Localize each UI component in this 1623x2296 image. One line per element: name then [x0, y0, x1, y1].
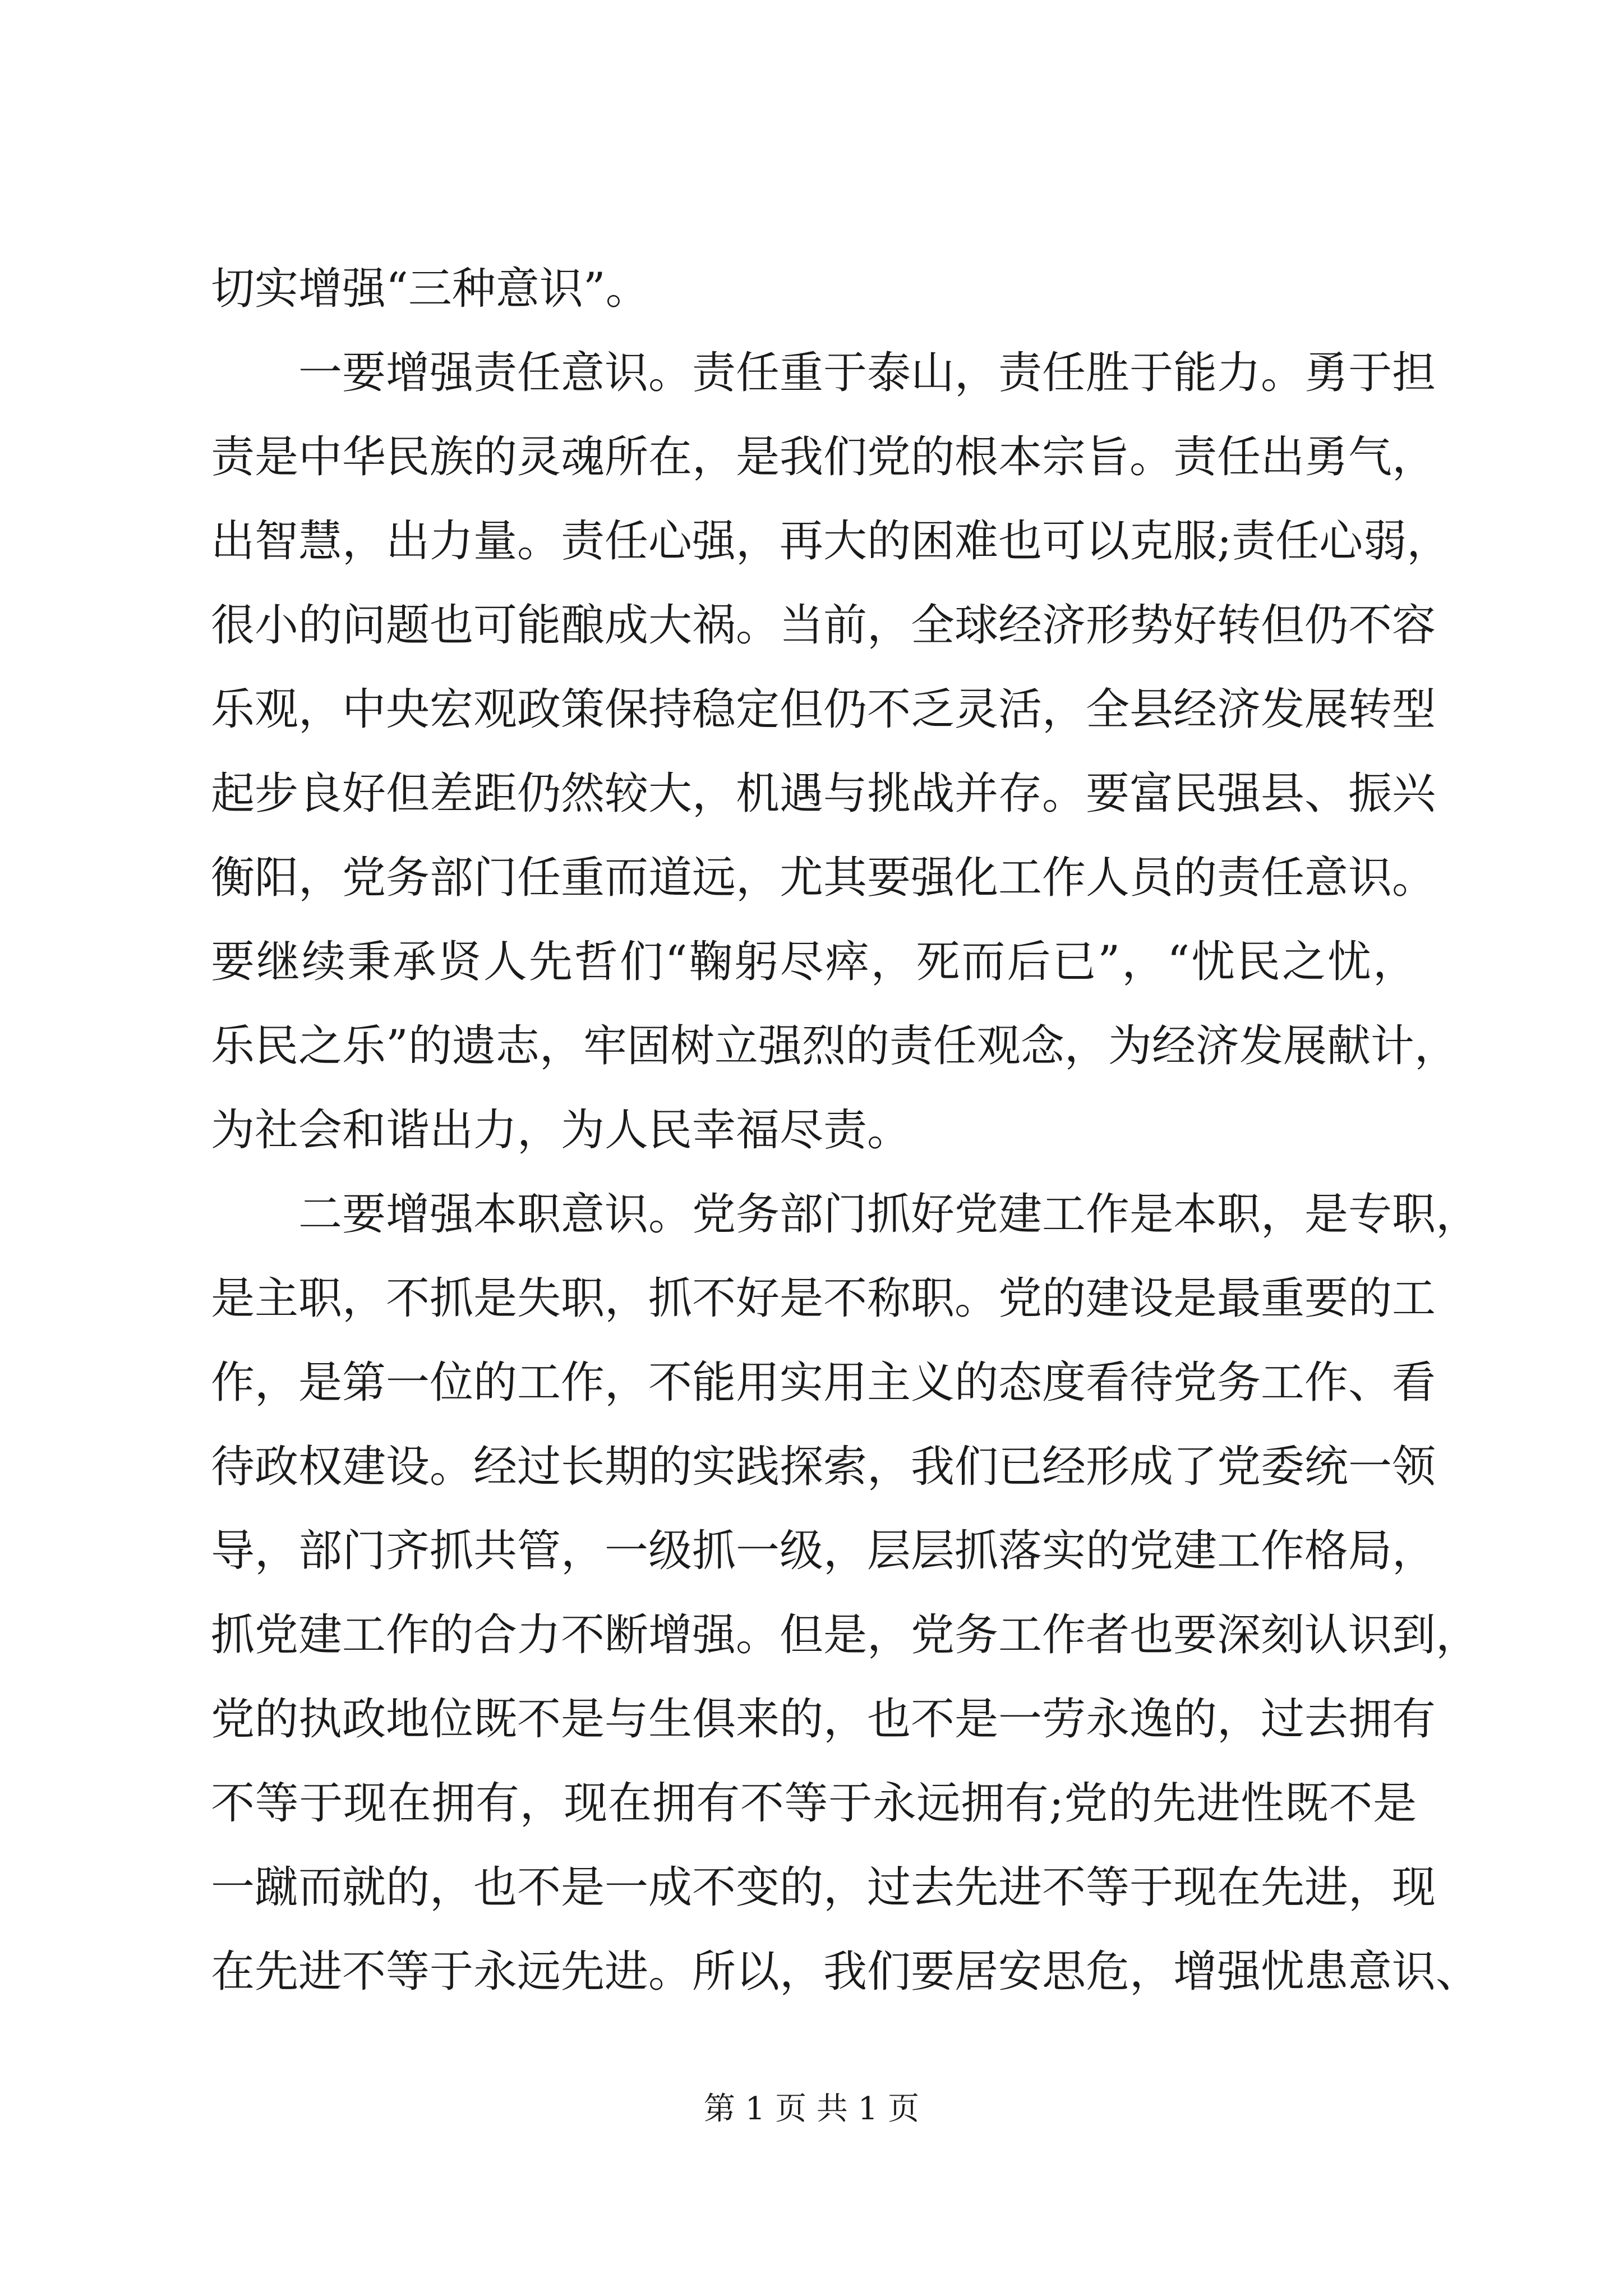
text-line: 一蹴而就的，也不是一成不变的，过去先进不等于现在先进，现	[211, 1862, 1436, 1913]
text-line: 出智慧，出力量。责任心强，再大的困难也可以克服;责任心弱，	[211, 516, 1451, 567]
text-line: 导，部门齐抓共管，一级抓一级，层层抓落实的党建工作格局，	[211, 1526, 1436, 1576]
text-line: 乐观，中央宏观政策保持稳定但仍不乏灵活，全县经济发展转型	[211, 684, 1436, 735]
text-line: 起步良好但差距仍然较大，机遇与挑战并存。要富民强县、振兴	[211, 769, 1436, 819]
text-line: 党的执政地位既不是与生俱来的，也不是一劳永逸的，过去拥有	[211, 1694, 1436, 1745]
page-footer: 第 1 页 共 1 页	[703, 2091, 920, 2127]
body-text	[211, 247, 1480, 2014]
text-line: 在先进不等于永远先进。所以，我们要居安思危，增强忧患意识、	[211, 1947, 1480, 1997]
text-line: 一要增强责任意识。责任重于泰山，责任胜于能力。勇于担	[211, 348, 1436, 398]
text-line: 乐民之乐”的遗志，牢固树立强烈的责任观念，为经济发展献计，	[211, 1021, 1458, 1071]
text-line: 要继续秉承贤人先哲们“鞠躬尽瘁，死而后已”，“忧民之忧，	[211, 937, 1417, 987]
text-line: 不等于现在拥有，现在拥有不等于永远拥有;党的先进性既不是	[211, 1778, 1417, 1829]
text-line: 为社会和谐出力，为人民幸福尽责。	[211, 1105, 911, 1156]
text-line: 很小的问题也可能酿成大祸。当前，全球经济形势好转但仍不容	[211, 600, 1436, 651]
text-line: 切实增强“三种意识”。	[211, 264, 649, 314]
text-line: 抓党建工作的合力不断增强。但是，党务工作者也要深刻认识到，	[211, 1610, 1480, 1660]
text-line: 待政权建设。经过长期的实践探索，我们已经形成了党委统一领	[211, 1442, 1436, 1492]
text-line: 责是中华民族的灵魂所在，是我们党的根本宗旨。责任出勇气，	[211, 432, 1436, 482]
text-line: 二要增强本职意识。党务部门抓好党建工作是本职，是专职，	[211, 1189, 1480, 1240]
text-line: 作，是第一位的工作，不能用实用主义的态度看待党务工作、看	[211, 1358, 1436, 1408]
text-line: 是主职，不抓是失职，抓不好是不称职。党的建设是最重要的工	[211, 1273, 1436, 1324]
text-line: 衡阳，党务部门任重而道远，尤其要强化工作人员的责任意识。	[211, 853, 1436, 903]
